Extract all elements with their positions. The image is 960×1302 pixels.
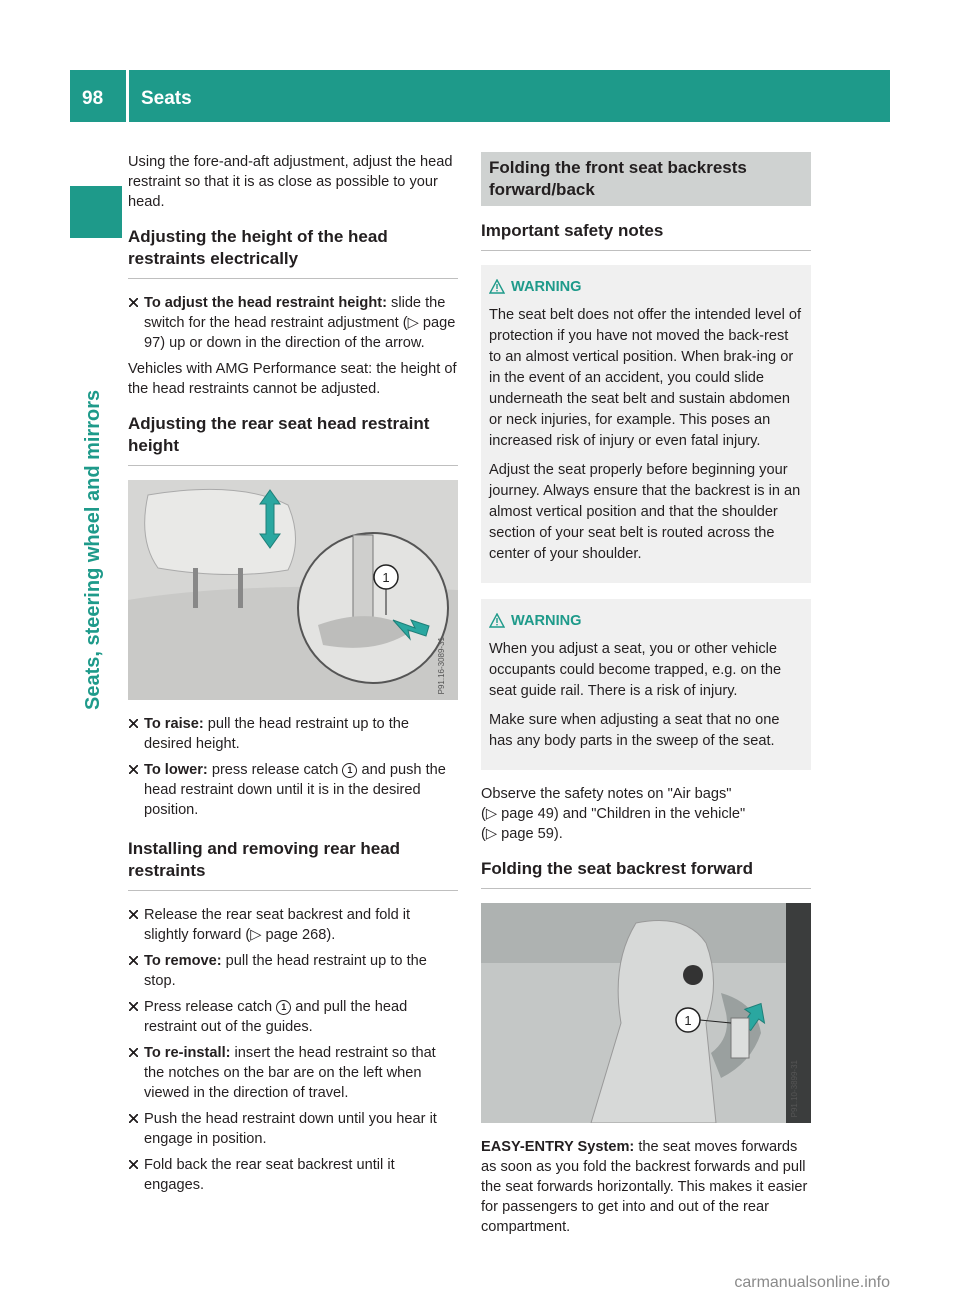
heading-rear-height: Adjusting the rear seat head restraint height (128, 413, 458, 466)
step-text: and pull the head restraint out of the guides. (144, 999, 408, 1035)
step-text: slide the switch for the head restraint adjustment (▷ page 97) up or down in the direction of the arrow. (144, 295, 456, 351)
observe-line: Observe the safety notes on "Air bags" (481, 786, 732, 802)
svg-text:1: 1 (684, 1013, 692, 1028)
figure-rear-head-restraint (128, 480, 458, 700)
left-column (128, 152, 458, 1201)
easy-entry-paragraph (481, 1137, 811, 1237)
heading-install-remove: Installing and removing rear head restraints (128, 838, 458, 891)
warning-title (489, 277, 803, 297)
warning-box-2 (481, 599, 811, 770)
step-push-down (128, 1109, 458, 1149)
warning-triangle-icon (489, 279, 505, 294)
chapter-tab-marker (70, 186, 122, 238)
observe-line: (▷ page 49) and "Children in the vehicle" (481, 806, 746, 822)
warning-text: Make sure when adjusting a seat that no one has any body parts in the sweep of the seat. (489, 712, 780, 749)
heading-safety-notes: Important safety notes (481, 220, 811, 251)
observe-line: (▷ page 59). (481, 826, 563, 842)
warning-label: WARNING (511, 613, 582, 629)
step-electric-adjust (128, 293, 458, 353)
step-text: and push the head restraint down until it is in the desired position. (144, 762, 446, 818)
step-text: pull the head restraint up to the stop. (144, 953, 427, 989)
step-press-catch (128, 997, 458, 1037)
page-number-box (70, 70, 126, 122)
warning-text: When you adjust a seat, you or other vehicle occupants could become trapped, e.g. on the seat guide rail. There is a risk of injury. (489, 641, 782, 699)
svg-text:1: 1 (382, 570, 390, 585)
step-text: pull the head restraint up to the desired height. (144, 716, 410, 752)
step-remove (128, 951, 458, 991)
section-title: Seats (141, 88, 192, 109)
step-lower (128, 760, 458, 820)
heading-folding-backrests: Folding the front seat backrests forward/back (481, 152, 811, 206)
warning-label: WARNING (511, 279, 582, 295)
step-text: Fold back the rear seat backrest until it engages. (144, 1157, 395, 1193)
warning-title (489, 611, 803, 631)
step-text: insert the head restraint so that the notches on the bar are on the left when viewed in the direction of travel. (144, 1045, 436, 1101)
step-text: Release the rear seat backrest and fold it slightly forward (▷ page 268). (144, 907, 411, 943)
easy-entry-bold: EASY-ENTRY System: (481, 1139, 635, 1155)
step-bold: To remove: (144, 953, 222, 969)
headrest-illustration (128, 480, 458, 700)
observe-note (481, 784, 811, 844)
page-number: 98 (82, 88, 104, 109)
warning-text: The seat belt does not offer the intended level of protection if you have not moved the back-rest to an almost vertical position. When brak-ing or in the event of an accident, you could slide underneath the seat belt and sustain abdomen or neck injuries, for example. This poses an increased risk of injury or even fatal injury. (489, 307, 802, 449)
step-bold: To re-install: (144, 1045, 231, 1061)
step-bold: To lower: (144, 762, 208, 778)
warning-triangle-icon (489, 613, 505, 628)
intro-paragraph: Using the fore-and-aft adjustment, adjust the head restraint so that it is as close as possible to your head. (128, 154, 453, 210)
section-header (129, 70, 890, 122)
step-fold-back (128, 1155, 458, 1195)
callout-1: 1 (342, 763, 357, 778)
amg-note: Vehicles with AMG Performance seat: the height of the head restraints cannot be adjusted. (128, 361, 457, 397)
backrest-illustration (481, 903, 811, 1123)
right-column (481, 152, 811, 1247)
step-release-backrest (128, 905, 458, 945)
figure-backrest-forward (481, 903, 811, 1123)
figure-code: P91.10-3899-31 (790, 1059, 799, 1117)
step-bold: To adjust the head restraint height: (144, 295, 387, 311)
step-text: Press release catch (144, 999, 277, 1015)
heading-fold-forward: Folding the seat backrest forward (481, 858, 811, 889)
callout-1: 1 (276, 1000, 291, 1015)
step-text: press release catch (207, 762, 343, 778)
chapter-label: Seats, steering wheel and mirrors (82, 389, 104, 710)
step-raise (128, 714, 458, 754)
figure-code: P91.16-3089-31 (437, 636, 446, 694)
warning-box-1 (481, 265, 811, 583)
watermark: carmanualsonline.info (734, 1274, 890, 1291)
step-bold: To raise: (144, 716, 204, 732)
step-text: Push the head restraint down until you hear it engage in position. (144, 1111, 437, 1147)
heading-electric-height: Adjusting the height of the head restraints electrically (128, 226, 458, 279)
step-reinstall (128, 1043, 458, 1103)
warning-text: Adjust the seat properly before beginning your journey. Always ensure that the backrest is in an almost vertical position and that the shoulder section of your seat belt is routed across the center of your shoulder. (489, 462, 801, 562)
easy-entry-text: the seat moves forwards as soon as you fold the backrest forwards and pull the seat forwards horizontally. This makes it easier for passengers to get into and out of the rear compartment. (481, 1139, 808, 1235)
